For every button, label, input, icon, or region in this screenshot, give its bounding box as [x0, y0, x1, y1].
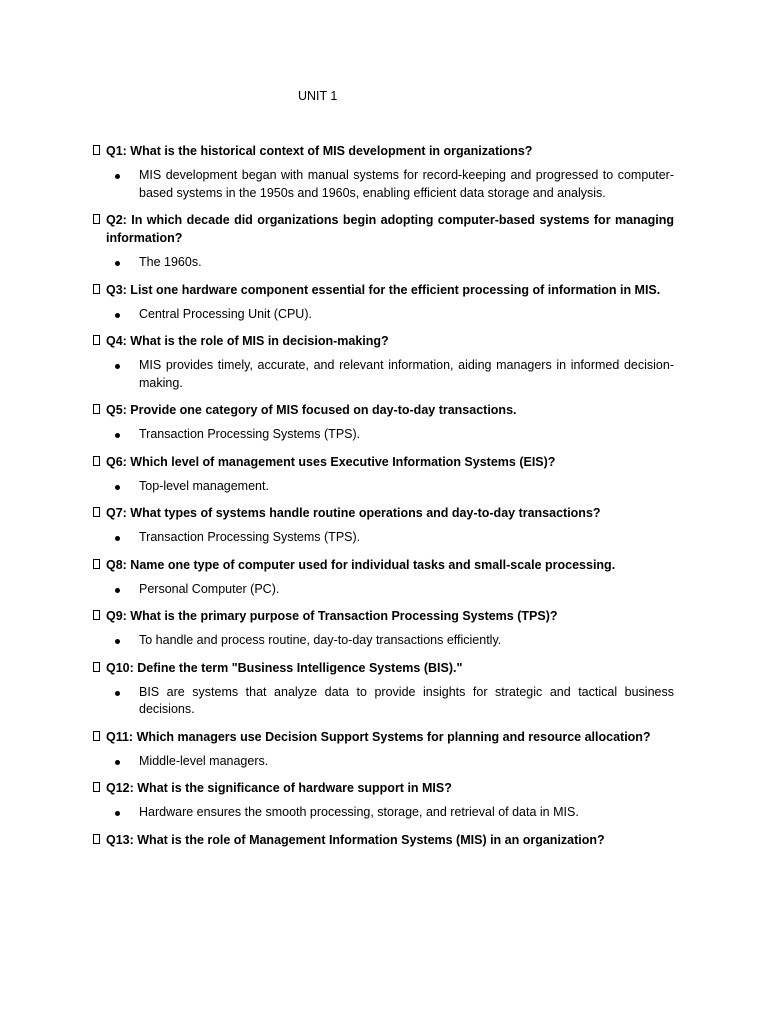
missing-glyph-icon [93, 214, 100, 224]
qa-list [93, 142, 674, 849]
question-6: Q6: Which level of management uses Executive Information Systems (EIS)? [93, 453, 674, 471]
answer-11: Middle-level managers. [139, 753, 674, 771]
bullet-icon [115, 639, 120, 644]
question-2: Q2: In which decade did organizations begin adopting computer-based systems for managing information? [93, 211, 674, 247]
bullet-icon [115, 536, 120, 541]
missing-glyph-icon [93, 662, 100, 672]
question-7: Q7: What types of systems handle routine operations and day-to-day transactions? [93, 504, 674, 522]
bullet-icon [115, 433, 120, 438]
answer-7: Transaction Processing Systems (TPS). [139, 529, 674, 547]
answer-1: MIS development began with manual systems for record-keeping and progressed to computer-based systems in the 1950s and 1960s, enabling efficient data storage and analysis. [139, 167, 674, 202]
answer-8: Personal Computer (PC). [139, 581, 674, 599]
bullet-icon [115, 760, 120, 765]
document-title: UNIT 1 [298, 89, 338, 103]
missing-glyph-icon [93, 834, 100, 844]
bullet-icon [115, 313, 120, 318]
missing-glyph-icon [93, 456, 100, 466]
missing-glyph-icon [93, 404, 100, 414]
answer-3: Central Processing Unit (CPU). [139, 306, 674, 324]
question-3: Q3: List one hardware component essential for the efficient processing of information in MIS. [93, 281, 674, 299]
answer-4: MIS provides timely, accurate, and relevant information, aiding managers in informed decision-making. [139, 357, 674, 392]
question-12: Q12: What is the significance of hardware support in MIS? [93, 779, 674, 797]
bullet-icon [115, 588, 120, 593]
missing-glyph-icon [93, 610, 100, 620]
bullet-icon [115, 364, 120, 369]
missing-glyph-icon [93, 731, 100, 741]
missing-glyph-icon [93, 782, 100, 792]
missing-glyph-icon [93, 145, 100, 155]
missing-glyph-icon [93, 335, 100, 345]
answer-5: Transaction Processing Systems (TPS). [139, 426, 674, 444]
missing-glyph-icon [93, 284, 100, 294]
missing-glyph-icon [93, 507, 100, 517]
bullet-icon [115, 811, 120, 816]
bullet-icon [115, 261, 120, 266]
missing-glyph-icon [93, 559, 100, 569]
question-8: Q8: Name one type of computer used for individual tasks and small-scale processing. [93, 556, 674, 574]
question-5: Q5: Provide one category of MIS focused on day-to-day transactions. [93, 401, 674, 419]
answer-6: Top-level management. [139, 478, 674, 496]
bullet-icon [115, 485, 120, 490]
answer-12: Hardware ensures the smooth processing, storage, and retrieval of data in MIS. [139, 804, 674, 822]
question-1: Q1: What is the historical context of MIS development in organizations? [93, 142, 674, 160]
bullet-icon [115, 691, 120, 696]
question-9: Q9: What is the primary purpose of Transaction Processing Systems (TPS)? [93, 607, 674, 625]
question-4: Q4: What is the role of MIS in decision-making? [93, 332, 674, 350]
question-10: Q10: Define the term "Business Intelligence Systems (BIS)." [93, 659, 674, 677]
answer-2: The 1960s. [139, 254, 674, 272]
answer-9: To handle and process routine, day-to-day transactions efficiently. [139, 632, 674, 650]
question-11: Q11: Which managers use Decision Support Systems for planning and resource allocation? [93, 728, 674, 746]
bullet-icon [115, 174, 120, 179]
answer-10: BIS are systems that analyze data to provide insights for strategic and tactical business decisions. [139, 684, 674, 719]
question-13: Q13: What is the role of Management Information Systems (MIS) in an organization? [93, 831, 674, 849]
